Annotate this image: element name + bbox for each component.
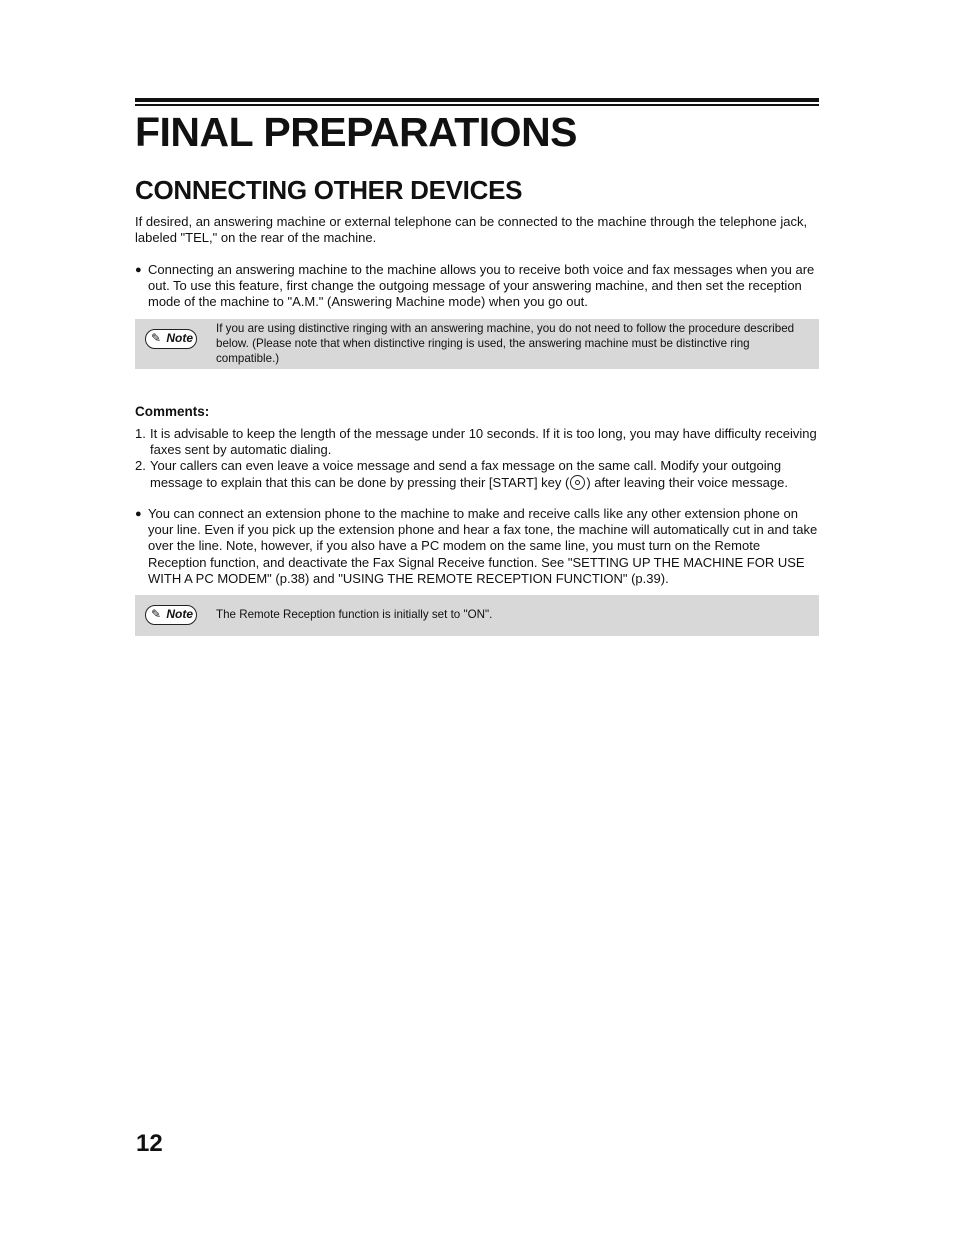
header-rule-thin <box>135 104 819 106</box>
list-number: 1. <box>135 426 146 441</box>
bullet-text: You can connect an extension phone to the machine to make and receive calls like any other extension phone on your line. Even if you pick up the extension phone and hear a fax tone, the machine will automatically cut in and take over the line. Note, however, if you also have a PC modem on the same line, you must turn on the Remote Reception function, and deactivate the Fax Signal Receive function. See "SETTING UP THE MACHINE FOR USE WITH A PC MODEM" (p.38) and "USING THE REMOTE RECEPTION FUNCTION" (p.39). <box>148 506 818 586</box>
intro-paragraph: If desired, an answering machine or external telephone can be connected to the machine through the telephone jack, labeled "TEL," on the rear of the machine. <box>135 214 808 246</box>
list-item <box>135 426 819 458</box>
page-number: 12 <box>136 1130 163 1157</box>
bullet-text: Connecting an answering machine to the machine allows you to receive both voice and fax messages when you are out. To use this feature, first change the outgoing message of your answering machine, and then set the reception mode of the machine to "A.M." (Answering Machine mode) when you go out. <box>148 262 815 310</box>
note-box-distinctive-ringing <box>135 319 819 369</box>
note-badge-label: Note <box>166 331 193 345</box>
note-text: The Remote Reception function is initially set to "ON". <box>216 608 493 621</box>
note-text: If you are using distinctive ringing with an answering machine, you do not need to follow the procedure described below. (Please note that when distinctive ringing is used, the answering machine must be distinctive ring compatible.) <box>216 322 795 365</box>
header-rule-thick <box>135 98 819 102</box>
list-item <box>135 458 819 490</box>
bullet-answering-machine <box>135 262 819 311</box>
page-title: FINAL PREPARATIONS <box>135 109 578 155</box>
bullet-icon: ● <box>135 264 142 276</box>
note-icon: ✎ Note <box>145 605 197 625</box>
list-item-text-after: ) after leaving their voice message. <box>586 474 788 490</box>
note-box-remote-reception <box>135 595 819 636</box>
list-item-text: It is advisable to keep the length of the message under 10 seconds. If it is too long, you may have difficulty receiving faxes sent by automatic dialing. <box>150 426 817 458</box>
comments-list <box>135 426 819 491</box>
bullet-icon: ● <box>135 508 142 520</box>
comments-heading: Comments: <box>135 404 210 419</box>
list-item-text-before: Your callers can even leave a voice message and send a fax message on the same call. Modify your outgoing message to explain that this can be done by pressing their [START] key ( <box>150 458 782 490</box>
section-title: CONNECTING OTHER DEVICES <box>135 175 523 205</box>
note-badge-label: Note <box>166 607 193 621</box>
note-icon: ✎ Note <box>145 329 197 349</box>
start-key-icon <box>570 475 585 490</box>
list-number: 2. <box>135 458 146 474</box>
bullet-extension-phone <box>135 506 819 587</box>
